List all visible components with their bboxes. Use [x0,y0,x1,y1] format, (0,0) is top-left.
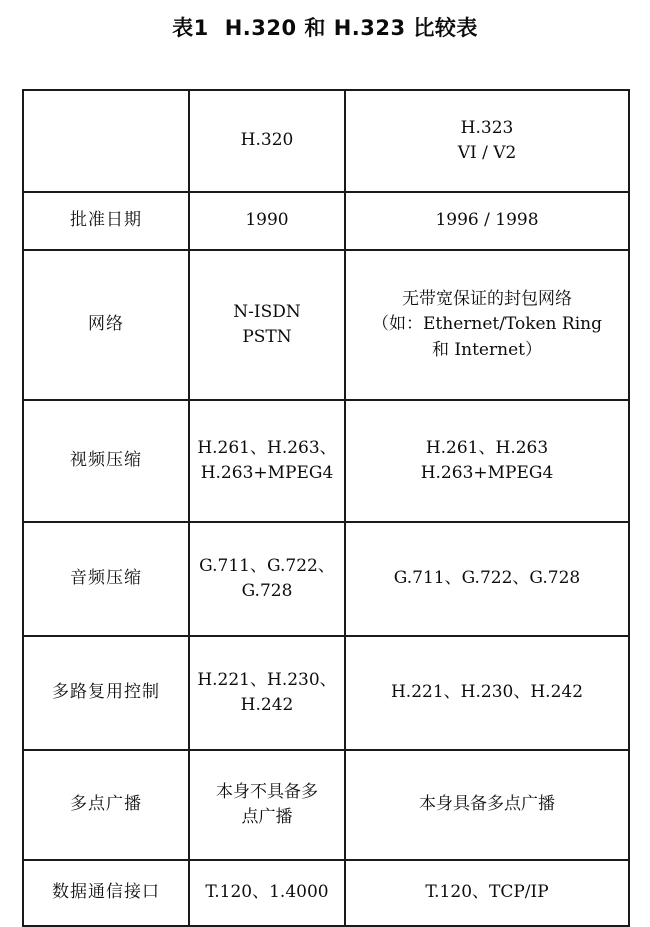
row-label-network: 网络 [23,250,189,400]
cell-line: 本身具备多点广播 [419,794,555,815]
cell-h320-data-interface [189,860,345,926]
cell-h323-audio-compression [345,522,629,636]
comparison-table-wrapper [22,89,628,927]
cell-line: H.221、H.230、H.242 [390,682,584,703]
table-row [23,750,629,860]
cell-line: N-ISDN [233,301,301,322]
cell-line: 无带宽保证的封包网络 [402,288,572,309]
cell-line: 1996 / 1998 [435,210,539,231]
cell-h323-mux-control [345,636,629,750]
cell-line: G.711、G.722、 [199,555,335,576]
row-label-mux-control: 多路复用控制 [23,636,189,750]
cell-h323-multicast [345,750,629,860]
cell-line: H.263+MPEG4 [200,463,334,483]
table-row [23,636,629,750]
header-h323-line1: H.323 [460,117,514,138]
cell-line: G.711、G.722、G.728 [393,568,581,589]
cell-line: G.728 [241,581,293,601]
row-label-audio-compression: 音频压缩 [23,522,189,636]
cell-line: T.120、1.4000 [205,882,329,903]
cell-h320-video-compression [189,400,345,522]
header-cell-h320: H.320 [189,90,345,192]
row-label-video-compression: 视频压缩 [23,400,189,522]
row-label-data-interface: 数据通信接口 [23,860,189,926]
cell-line: H.261、H.263、 [197,437,337,458]
table-row [23,400,629,522]
table-header-row [23,90,629,192]
cell-line: H.261、H.263 [425,437,549,458]
cell-line: H.263+MPEG4 [420,463,554,483]
table-row [23,860,629,926]
header-h323-line2: VI / V2 [457,143,517,163]
header-cell-h323 [345,90,629,192]
cell-line: PSTN [242,327,292,347]
table-row [23,192,629,250]
caption-title: H.320 和 H.323 比较表 [224,16,478,40]
header-cell-empty [23,90,189,192]
table-row [23,250,629,400]
cell-h323-network [345,250,629,400]
cell-line: H.242 [240,695,294,715]
cell-line: 点广播 [241,807,293,827]
row-label-approval-date: 批准日期 [23,192,189,250]
cell-h323-video-compression [345,400,629,522]
cell-h323-approval-date [345,192,629,250]
table-caption [0,14,650,43]
caption-number: 表1 [172,16,209,40]
cell-line: 和 Internet） [432,339,542,360]
cell-line: （如：Ethernet/Token Ring [372,314,602,335]
cell-h320-network [189,250,345,400]
document-page [0,14,650,903]
cell-h320-approval-date [189,192,345,250]
cell-h320-audio-compression [189,522,345,636]
table-row [23,522,629,636]
cell-line: 本身不具备多 [216,781,318,802]
cell-line: 1990 [245,210,289,231]
row-label-multicast: 多点广播 [23,750,189,860]
comparison-table [22,89,630,927]
cell-line: H.221、H.230、 [197,669,337,690]
cell-h320-multicast [189,750,345,860]
cell-line: T.120、TCP/IP [425,882,549,903]
cell-h323-data-interface [345,860,629,926]
cell-h320-mux-control [189,636,345,750]
